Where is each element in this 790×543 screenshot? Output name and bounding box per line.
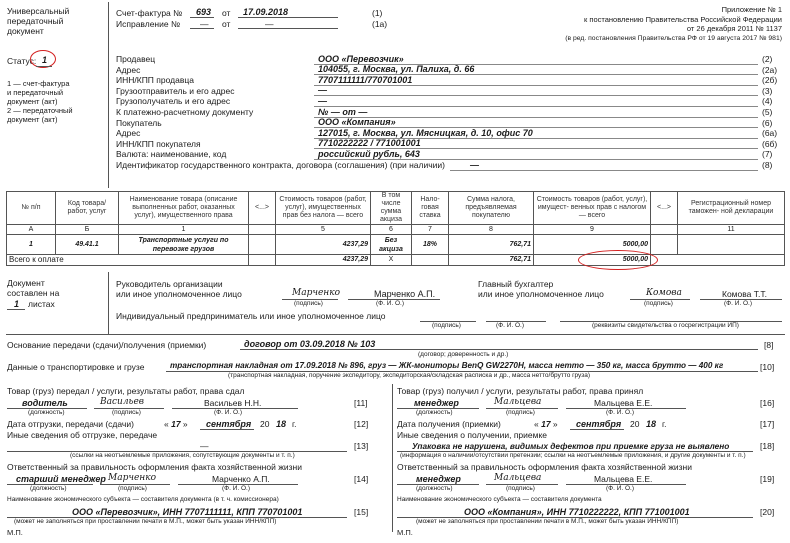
code-15: [15] xyxy=(354,507,369,517)
header-row-code: (3) xyxy=(762,85,773,96)
code-a: А xyxy=(7,225,56,235)
resp-left-sign-caption: (подпись) xyxy=(118,485,147,492)
header-row-value: 127015, г. Москва, ул. Мясницкая, д. 10, офис 70 xyxy=(318,127,533,138)
recv-year: 18 xyxy=(646,419,657,429)
transfer-fio-caption: (Ф. И. О.) xyxy=(214,409,243,416)
header-row-value: 104055, г. Москва, ул. Палиха, д. 66 xyxy=(318,64,475,75)
col-name: Наименование товара (описание выполненных работ, оказанных услуг), имущественного права xyxy=(119,192,249,225)
ship-date-label: Дата отгрузки, передачи (сдачи) xyxy=(7,419,134,429)
header-row-label: Адрес xyxy=(116,64,141,75)
resp-right-fio-caption: (Ф. И. О.) xyxy=(606,485,635,492)
row-cost: 4237,29 xyxy=(276,235,371,255)
transfer-position: водитель xyxy=(22,398,68,408)
code-13: [13] xyxy=(354,441,369,451)
header-row-value: 7707111111/770701001 xyxy=(318,74,413,85)
entity-right-value: ООО «Компания», ИНН 7710222222, КПП 771001001 xyxy=(464,507,690,517)
ip-sign-caption: (подпись) xyxy=(432,322,461,329)
header-row-label: Покупатель xyxy=(116,117,162,128)
head-name: Марченко А.П. xyxy=(374,289,436,299)
transfer-signature: Васильев xyxy=(100,397,145,407)
head-fio-caption: (Ф. И. О.) xyxy=(376,300,405,307)
header-row-code: (8) xyxy=(762,160,773,170)
header-row-code: (5) xyxy=(762,107,773,117)
mp-left: М.П. xyxy=(7,528,23,537)
resp-right-signature: Мальцева xyxy=(494,473,542,483)
code-7: 7 xyxy=(412,225,449,235)
invoice-date-label: от xyxy=(222,8,231,18)
header-row-label: ИНН/КПП покупателя xyxy=(116,138,201,149)
header-row-code: (4) xyxy=(762,96,773,107)
transport-label: Данные о транспортировке и грузе xyxy=(7,362,145,372)
header-row-value: — xyxy=(318,85,327,96)
col-code: Код товара/ работ, услуг xyxy=(56,192,119,225)
code-empty2 xyxy=(651,225,678,235)
total-tax: 762,71 xyxy=(449,255,534,266)
row-name: Транспортные услуги по перевозке грузов xyxy=(119,235,249,255)
appendix-note: Приложение № 1 к постановлению Правительства Российской Федерации от 26 декабря 2011 № 1137 (в ред. постановления Правительства РФ от 19 августа 2017 № 981) xyxy=(565,5,782,42)
row-total: 5000,00 xyxy=(534,235,651,255)
row-excise: Без акциза xyxy=(371,235,412,255)
resp-right-position: менеджер xyxy=(416,474,461,484)
code-9: 9 xyxy=(534,225,651,235)
code-8: 8 xyxy=(449,225,534,235)
col-skip2: <...> xyxy=(651,192,678,225)
total-row xyxy=(7,255,785,266)
other-recv-value: Упаковка не нарушена, видимых дефектов при приемке груза не выявлено xyxy=(412,441,730,451)
table-row xyxy=(7,235,785,255)
header-row-value: 7710222222 / 771001001 xyxy=(318,138,421,149)
transfer-sign-caption: (подпись) xyxy=(112,409,141,416)
resp-left-signature: Марченко xyxy=(108,473,156,483)
header-row-label: Грузополучатель и его адрес xyxy=(116,96,231,107)
ship-year-pre: 20 xyxy=(260,419,270,429)
other-recv-caption: (информация о наличии/отсутствии претензии; ссылки на неотъемлемые приложения, и другие документы и т. п.) xyxy=(400,452,746,459)
total-cost: 4237,29 xyxy=(276,255,371,266)
goods-table xyxy=(6,191,785,266)
ship-year: 18 xyxy=(276,419,287,429)
resp-left-name: Марченко А.П. xyxy=(212,474,270,484)
code-17: [17] xyxy=(760,419,775,429)
code-20: [20] xyxy=(760,507,775,517)
code-empty1 xyxy=(249,225,276,235)
resp-left-pos-caption: (должность) xyxy=(30,485,67,492)
code-11: [11] xyxy=(354,398,368,408)
code-16: [16] xyxy=(760,398,775,408)
receive-name: Мальцева Е.Е. xyxy=(594,398,653,408)
ip-label: Индивидуальный предприниматель или иное уполномоченное лицо xyxy=(116,311,386,321)
header-row-value: российский рубль, 643 xyxy=(318,148,420,159)
accountant-signature: Комова xyxy=(646,288,682,298)
header-row-value: — xyxy=(318,95,327,106)
resp-right-sign-caption: (подпись) xyxy=(506,485,535,492)
recv-year-suf: г. xyxy=(662,419,667,429)
header-row-value: ООО «Компания» xyxy=(318,117,396,128)
correction-date: — xyxy=(265,19,274,29)
col-total: Стоимость товаров (работ, услуг), имущест- венных прав с налогом — всего xyxy=(534,192,651,225)
mp-right: М.П. xyxy=(397,528,413,537)
header-row-label: Адрес xyxy=(116,128,141,139)
basis-code: [8] xyxy=(764,340,774,350)
acc-fio-caption: (Ф. И. О.) xyxy=(724,300,753,307)
recv-date-label: Дата получения (приемки) xyxy=(397,419,501,429)
doc-pages-label: листах xyxy=(28,299,55,309)
entity-left-label: Наименование экономического субъекта — составителя документа (в т. ч. комиссионера) xyxy=(7,496,279,503)
total-highlight xyxy=(578,250,658,270)
col-excise: В том числе сумма акциза xyxy=(371,192,412,225)
doc-composed: Документ составлен на xyxy=(7,278,60,298)
resp-left-label: Ответственный за правильность оформления факта хозяйственной жизни xyxy=(7,462,302,472)
header-row-value: ООО «Перевозчик» xyxy=(318,53,404,64)
receive-position: менеджер xyxy=(414,398,459,408)
recv-year-pre: 20 xyxy=(630,419,640,429)
receive-fio-caption: (Ф. И. О.) xyxy=(606,409,635,416)
transport-value: транспортная накладная от 17.09.2018 № 896, груз — ЖК-мониторы BenQ GW2270H, масса нетто — 350 кг, масса брутто — 400 кг xyxy=(170,361,724,370)
header-row-code: (2б) xyxy=(762,75,778,86)
transport-code: [10] xyxy=(760,362,775,372)
row-rate: 18% xyxy=(412,235,449,255)
head-label: Руководитель организации или иное уполномоченное лицо xyxy=(116,279,242,299)
doc-type: Универсальный передаточный документ xyxy=(7,6,70,36)
transfer-name: Васильев Н.Н. xyxy=(204,398,262,408)
receive-signature: Мальцева xyxy=(494,397,542,407)
invoice-date: 17.09.2018 xyxy=(243,7,289,17)
recv-day: « 17 » xyxy=(534,419,558,429)
resp-left-position: старший менеджер xyxy=(16,474,106,484)
code-5: 5 xyxy=(276,225,371,235)
basis-label: Основание передачи (сдачи)/получения (приемки) xyxy=(7,340,207,350)
total-excise: Х xyxy=(371,255,412,266)
header-row-label: ИНН/КПП продавца xyxy=(116,75,194,86)
header-row-label: Валюта: наименование, код xyxy=(116,149,227,160)
other-ship-label: Иные сведения об отгрузке, передаче xyxy=(7,430,158,440)
accountant-label: Главный бухгалтер или иное уполномоченное лицо xyxy=(478,279,604,299)
code-12: [12] xyxy=(354,419,369,429)
receive-label: Товар (груз) получил / услуги, результаты работ, права принял xyxy=(397,386,644,396)
code-11: 11 xyxy=(678,225,785,235)
entity-left-value: ООО «Перевозчик», ИНН 7707111111, КПП 770701001 xyxy=(72,507,303,517)
row-code: 49.41.1 xyxy=(56,235,119,255)
accountant-name: Комова Т.Т. xyxy=(722,289,767,299)
head-sign-caption: (подпись) xyxy=(294,300,323,307)
total-label: Всего к оплате xyxy=(7,255,249,266)
header-row-value: — xyxy=(470,159,479,170)
correction-number: — xyxy=(200,19,209,29)
head-signature: Марченко xyxy=(292,288,340,298)
header-row-label: Продавец xyxy=(116,54,156,64)
acc-sign-caption: (подпись) xyxy=(644,300,673,307)
row-tax: 762,71 xyxy=(449,235,534,255)
header-row-label: Грузоотправитель и его адрес xyxy=(116,85,235,96)
header-row-code: (6) xyxy=(762,117,773,128)
basis-value: договор от 03.09.2018 № 103 xyxy=(244,339,376,349)
invoice-code: (1) xyxy=(372,8,383,18)
header-row-code: (7) xyxy=(762,149,773,160)
doc-pages: 1 xyxy=(14,299,20,309)
invoice-number: 693 xyxy=(196,7,212,17)
ship-day: « 17 » xyxy=(164,419,188,429)
ship-month: сентября xyxy=(206,419,252,429)
entity-right-label: Наименование экономического субъекта — составителя документа xyxy=(397,496,602,503)
header-row-label: К платежно-расчетному документу xyxy=(116,107,254,117)
ip-fio-caption: (Ф. И. О.) xyxy=(496,322,525,329)
resp-right-pos-caption: (должность) xyxy=(416,485,453,492)
resp-right-name: Мальцева Е.Е. xyxy=(594,474,653,484)
col-customs: Регистрационный номер таможен- ной декларации xyxy=(678,192,785,225)
row-num: 1 xyxy=(7,235,56,255)
receive-pos-caption: (должность) xyxy=(416,409,453,416)
status-label: Статус: xyxy=(7,56,37,66)
total-total: 5000,00 xyxy=(534,255,651,266)
col-skip1: <...> xyxy=(249,192,276,225)
col-rate: Нало- говая ставка xyxy=(412,192,449,225)
header-row-code: (2а) xyxy=(762,64,778,75)
other-recv-label: Иные сведения о получении, приемке xyxy=(397,430,548,440)
basis-caption: (договор; доверенность и др.) xyxy=(418,351,509,358)
entity-left-caption: (может не заполняться при проставлении печати в М.П., может быть указан ИНН/КПП) xyxy=(14,518,277,525)
header-row-code: (6а) xyxy=(762,128,778,139)
code-b: Б xyxy=(56,225,119,235)
transfer-pos-caption: (должность) xyxy=(28,409,65,416)
receive-sign-caption: (подпись) xyxy=(506,409,535,416)
other-ship-caption: (ссылки на неотъемлемые приложения, сопутствующие документы и т. п.) xyxy=(70,452,295,459)
code-1: 1 xyxy=(119,225,249,235)
transfer-label: Товар (груз) передал / услуги, результаты работ, права сдал xyxy=(7,386,245,396)
ip-req-caption: (реквизиты свидетельства о госрегистрации ИП) xyxy=(592,322,739,329)
transport-caption: (транспортная накладная, поручение экспедитору, экспедиторская/складская расписка и др., масса нетто/брутто груза) xyxy=(228,372,591,379)
col-tax: Сумма налога, предъявляемая покупателю xyxy=(449,192,534,225)
code-6: 6 xyxy=(371,225,412,235)
col-num: № п/п xyxy=(7,192,56,225)
resp-right-label: Ответственный за правильность оформления факта хозяйственной жизни xyxy=(397,462,692,472)
header-row-value: № — от — xyxy=(318,106,368,117)
resp-left-fio-caption: (Ф. И. О.) xyxy=(222,485,251,492)
header-row-label: Идентификатор государственного контракта, договора (соглашения) (при наличии) xyxy=(116,160,445,170)
code-14: [14] xyxy=(354,474,369,484)
correction-label: Исправление № xyxy=(116,19,181,29)
header-row-code: (2) xyxy=(762,54,773,64)
invoice-label: Счет-фактура № xyxy=(116,8,183,18)
ship-year-suf: г. xyxy=(292,419,297,429)
entity-right-caption: (может не заполняться при проставлении печати в М.П., может быть указан ИНН/КПП) xyxy=(416,518,679,525)
code-19: [19] xyxy=(760,474,775,484)
status-value: 1 xyxy=(42,55,48,65)
header-row-code: (6б) xyxy=(762,138,778,149)
correction-code: (1а) xyxy=(372,19,388,29)
other-ship-value: — xyxy=(200,441,209,451)
correction-date-label: от xyxy=(222,19,231,29)
code-18: [18] xyxy=(760,441,775,451)
status-note-1: 1 — счет-фактура и передаточный документ (акт) 2 — передаточный документ (акт) xyxy=(7,79,73,124)
recv-month: сентября xyxy=(576,419,622,429)
col-cost: Стоимость товаров (работ, услуг), имущественных прав без налога — всего xyxy=(276,192,371,225)
